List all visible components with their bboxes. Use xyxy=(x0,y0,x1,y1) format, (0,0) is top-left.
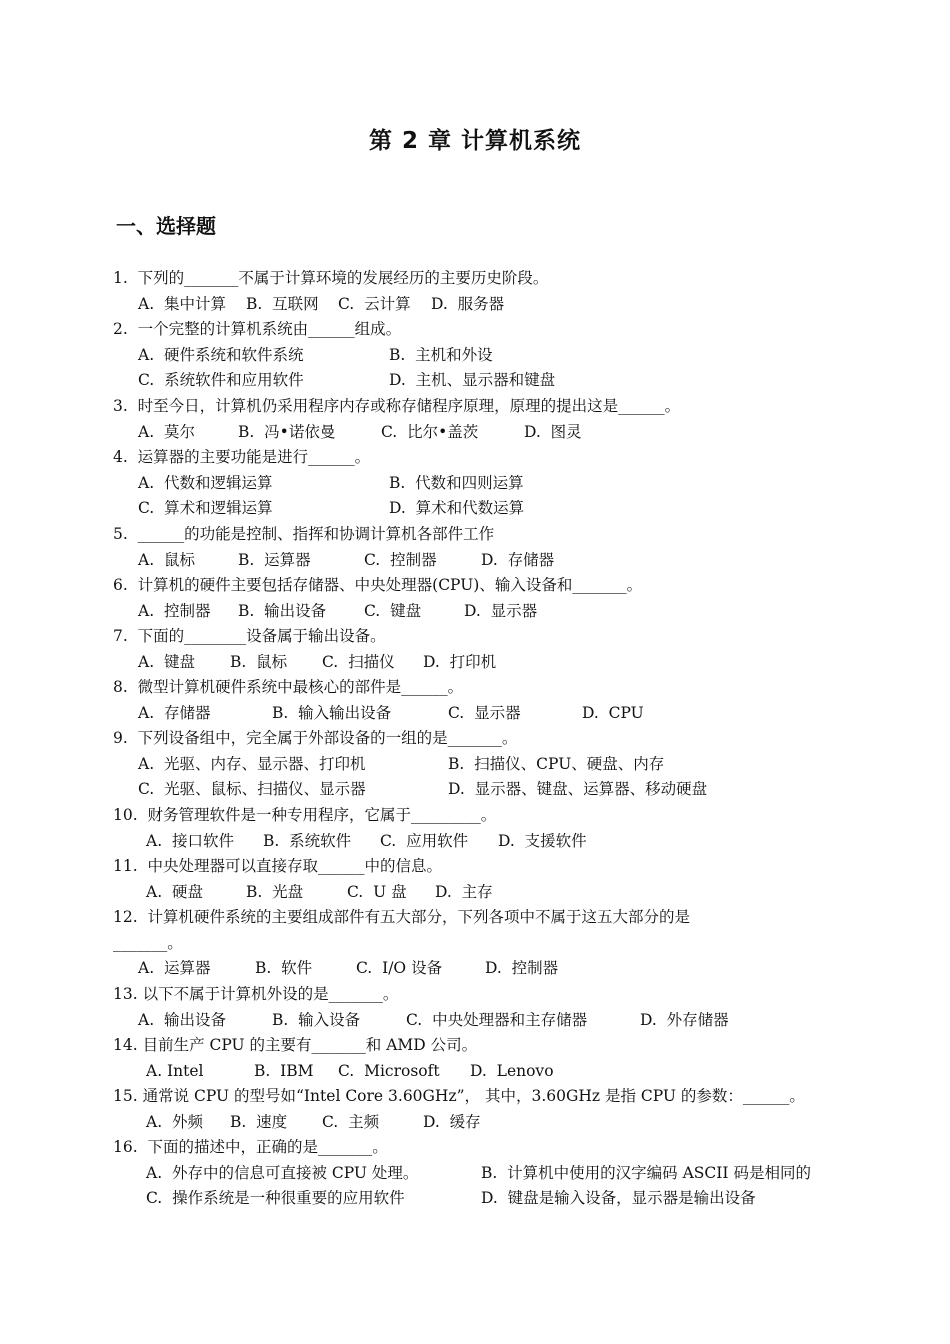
question-stem: 1. 下列的_______不属于计算环境的发展经历的主要历史阶段。 xyxy=(113,269,549,287)
answer-option: B. 输入输出设备 xyxy=(272,703,392,722)
question-stem-continued: _______。 xyxy=(113,933,183,952)
answer-option: D. CPU xyxy=(582,703,644,722)
answer-option: C. 云计算 xyxy=(338,294,411,313)
answer-option: D. 显示器 xyxy=(464,601,538,620)
answer-option: D. 服务器 xyxy=(431,294,505,313)
answer-option: C. 应用软件 xyxy=(380,831,469,850)
answer-option: D. 控制器 xyxy=(485,959,559,977)
question-stem: 5. ______的功能是控制、指挥和协调计算机各部件工作 xyxy=(113,525,495,543)
answer-option: D. 图灵 xyxy=(524,422,582,441)
question-stem: 12. 计算机硬件系统的主要组成部件有五大部分，下列各项中不属于这五大部分的是 xyxy=(113,908,691,926)
answer-option: D. 缓存 xyxy=(423,1112,481,1131)
answer-option: A. 集中计算 xyxy=(138,294,226,313)
answer-option: D. 主机、显示器和键盘 xyxy=(389,371,556,389)
question-stem: 15. 通常说 CPU 的型号如“Intel Core 3.60GHz”， 其中，3.60GHz 是指 CPU 的参数：______。 xyxy=(113,1087,805,1105)
answer-option: C. 键盘 xyxy=(364,601,422,620)
question-stem: 16. 下面的描述中，正确的是_______。 xyxy=(113,1138,388,1156)
answer-option: A. 控制器 xyxy=(138,601,211,620)
answer-option: A. 接口软件 xyxy=(146,831,234,850)
answer-option: A. 光驱、内存、显示器、打印机 xyxy=(138,754,366,773)
answer-option: D. 支援软件 xyxy=(498,831,587,850)
answer-option: B. 速度 xyxy=(230,1112,288,1131)
answer-option: A. 鼠标 xyxy=(138,550,195,569)
question-stem: 4. 运算器的主要功能是进行______。 xyxy=(113,448,371,466)
question-stem: 14. 目前生产 CPU 的主要有_______和 AMD 公司。 xyxy=(113,1036,478,1054)
answer-option: B. 主机和外设 xyxy=(389,345,493,364)
answer-option: B. 软件 xyxy=(255,959,313,977)
answer-option: B. 计算机中使用的汉字编码 ASCII 码是相同的 xyxy=(481,1163,811,1182)
answer-option: A. Intel xyxy=(146,1061,204,1080)
answer-option: B. 系统软件 xyxy=(263,831,352,850)
answer-option: C. 系统软件和应用软件 xyxy=(138,371,304,389)
answer-option: B. 扫描仪、CPU、硬盘、内存 xyxy=(448,754,665,773)
answer-option: A. 代数和逻辑运算 xyxy=(138,473,273,492)
section-heading: 一、选择题 xyxy=(116,214,216,238)
question-stem: 9. 下列设备组中，完全属于外部设备的一组的是_______。 xyxy=(113,729,518,747)
answer-option: B. 输入设备 xyxy=(272,1010,361,1029)
answer-option: A. 输出设备 xyxy=(138,1010,226,1029)
answer-option: B. 光盘 xyxy=(246,882,304,901)
answer-option: C. Microsoft xyxy=(338,1061,440,1080)
question-stem: 2. 一个完整的计算机系统由______组成。 xyxy=(113,320,402,338)
answer-option: C. 操作系统是一种很重要的应用软件 xyxy=(146,1189,405,1207)
answer-option: D. 主存 xyxy=(435,882,493,901)
question-stem: 7. 下面的________设备属于输出设备。 xyxy=(113,627,386,645)
answer-option: D. 存储器 xyxy=(481,550,555,569)
answer-option: C. 光驱、鼠标、扫描仪、显示器 xyxy=(138,780,366,798)
answer-option: C. 显示器 xyxy=(448,703,521,722)
answer-option: D. 显示器、键盘、运算器、移动硬盘 xyxy=(448,780,708,798)
answer-option: A. 硬件系统和软件系统 xyxy=(138,345,304,364)
answer-option: C. 比尔•盖茨 xyxy=(381,422,479,441)
answer-option: C. I/O 设备 xyxy=(356,959,443,977)
answer-option: D. 外存储器 xyxy=(640,1010,729,1029)
question-stem: 11. 中央处理器可以直接存取______中的信息。 xyxy=(113,857,443,875)
answer-option: C. 扫描仪 xyxy=(322,652,395,671)
answer-option: B. 鼠标 xyxy=(230,652,288,671)
answer-option: B. 运算器 xyxy=(238,550,311,569)
answer-option: C. 主频 xyxy=(322,1112,380,1131)
question-stem: 8. 微型计算机硬件系统中最核心的部件是______。 xyxy=(113,678,464,696)
answer-option: C. U 盘 xyxy=(347,882,407,901)
chapter-title: 第 2 章 计算机系统 xyxy=(368,128,582,154)
answer-option: B. 代数和四则运算 xyxy=(389,473,524,492)
question-stem: 3. 时至今日，计算机仍采用程序内存或称存储程序原理，原理的提出这是______。 xyxy=(113,397,681,415)
answer-option: A. 莫尔 xyxy=(138,422,195,441)
answer-option: D. 打印机 xyxy=(423,652,497,671)
answer-option: C. 控制器 xyxy=(364,550,437,569)
answer-option: B. IBM xyxy=(254,1061,314,1080)
answer-option: D. 键盘是输入设备，显示器是输出设备 xyxy=(481,1189,756,1207)
answer-option: D. Lenovo xyxy=(470,1061,554,1080)
answer-option: A. 外存中的信息可直接被 CPU 处理。 xyxy=(146,1163,419,1182)
question-stem: 10. 财务管理软件是一种专用程序，它属于_________。 xyxy=(113,806,497,824)
question-stem: 6. 计算机的硬件主要包括存储器、中央处理器(CPU)、输入设备和_______。 xyxy=(113,576,643,594)
answer-option: B. 冯•诺依曼 xyxy=(238,422,336,441)
answer-option: B. 互联网 xyxy=(246,294,319,313)
answer-option: A. 硬盘 xyxy=(146,882,203,901)
answer-option: B. 输出设备 xyxy=(238,601,327,620)
answer-option: A. 存储器 xyxy=(138,703,211,722)
answer-option: C. 算术和逻辑运算 xyxy=(138,499,273,517)
answer-option: C. 中央处理器和主存储器 xyxy=(406,1010,588,1029)
answer-option: A. 外频 xyxy=(146,1112,203,1131)
question-stem: 13. 以下不属于计算机外设的是_______。 xyxy=(113,985,399,1003)
answer-option: A. 运算器 xyxy=(138,959,211,977)
answer-option: D. 算术和代数运算 xyxy=(389,499,525,517)
answer-option: A. 键盘 xyxy=(138,652,195,671)
